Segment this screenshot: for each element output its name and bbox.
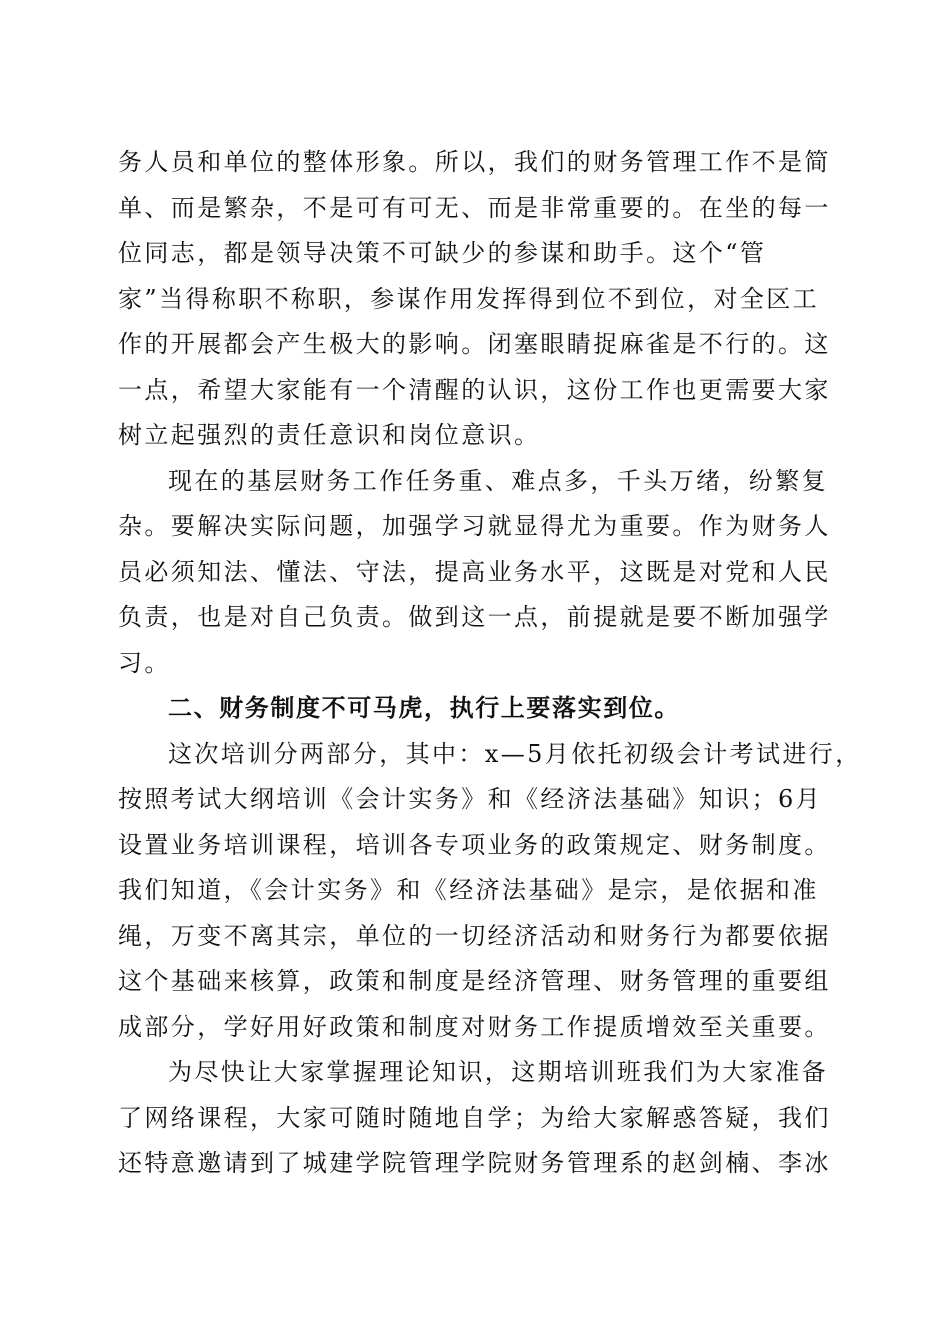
text-line: 员必须知法、懂法、守法，提高业务水平，这既是对党和人民 xyxy=(118,557,831,586)
paragraph-4 xyxy=(118,1050,830,1187)
text-line: 务人员和单位的整体形象。所以，我们的财务管理工作不是简 xyxy=(118,148,831,176)
text-line: 绳，万变不离其宗，单位的一切经济活动和财务行为都要依据 xyxy=(118,921,831,950)
section-heading xyxy=(118,686,830,732)
text-line: 按照考试大纲培训《会计实务》和《经济法基础》知识；6月 xyxy=(118,785,823,813)
section-heading-text: 二、财务制度不可马虎，执行上要落实到位。 xyxy=(168,694,680,722)
text-line: 位同志，都是领导决策不可缺少的参谋和助手。这个“管 xyxy=(118,239,767,267)
text-line: 这次培训分两部分，其中：x—5月依托初级会计考试进行， xyxy=(168,739,862,768)
text-line: 家”当得称职不称职，参谋作用发挥得到位不到位，对全区工 xyxy=(118,284,820,313)
paragraph-2 xyxy=(118,459,830,687)
text-line: 我们知道，《会计实务》和《经济法基础》是宗，是依据和准 xyxy=(118,876,819,904)
text-line: 为尽快让大家掌握理论知识，这期培训班我们为大家准备 xyxy=(168,1058,828,1086)
text-line: 杂。要解决实际问题，加强学习就显得尤为重要。作为财务人 xyxy=(118,512,831,540)
text-line: 还特意邀请到了城建学院管理学院财务管理系的赵剑楠、李冰 xyxy=(118,1149,831,1177)
text-line: 树立起强烈的责任意识和岗位意识。 xyxy=(118,421,541,449)
text-line: 一点，希望大家能有一个清醒的认识，这份工作也更需要大家 xyxy=(118,375,831,404)
text-line: 设置业务培训课程，培训各专项业务的政策规定、财务制度。 xyxy=(118,830,831,859)
document-body xyxy=(118,140,862,1187)
text-line: 作的开展都会产生极大的影响。闭塞眼睛捉麻雀是不行的。这 xyxy=(118,330,831,358)
text-line: 负责，也是对自己负责。做到这一点，前提就是要不断加强学 xyxy=(118,603,831,631)
text-line: 现在的基层财务工作任务重、难点多，千头万绪，纷繁复 xyxy=(168,466,828,495)
paragraph-1 xyxy=(118,140,830,459)
text-line: 了网络课程，大家可随时随地自学；为给大家解惑答疑，我们 xyxy=(118,1103,831,1132)
text-line: 这个基础来核算，政策和制度是经济管理、财务管理的重要组 xyxy=(118,967,831,995)
text-line: 单、而是繁杂，不是可有可无、而是非常重要的。在坐的每一 xyxy=(118,193,831,222)
text-line: 习。 xyxy=(118,648,171,677)
text-line: 成部分，学好用好政策和制度对财务工作提质增效至关重要。 xyxy=(118,1012,831,1041)
paragraph-3 xyxy=(118,732,862,1051)
